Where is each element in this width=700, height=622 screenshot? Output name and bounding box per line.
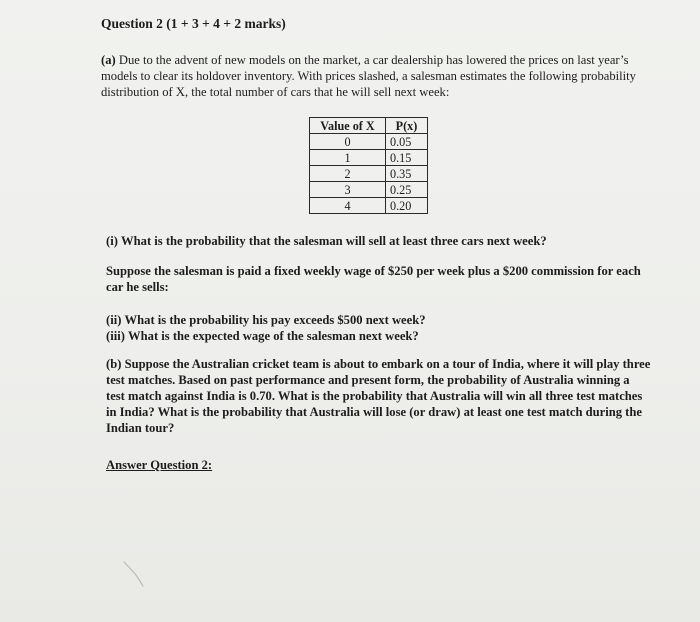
wage-info-statement: Suppose the salesman is paid a fixed weekly wage of $250 per week plus a $200 commission for each car he sells:	[106, 264, 641, 294]
probability-cell: 0.15	[386, 150, 428, 166]
x-value-cell: 4	[310, 198, 386, 214]
column-header-value-of-x: Value of X	[310, 118, 386, 134]
probability-cell: 0.35	[386, 166, 428, 182]
x-value-cell: 3	[310, 182, 386, 198]
x-value-cell: 2	[310, 166, 386, 182]
part-a-label: (a)	[101, 53, 116, 67]
probability-cell: 0.25	[386, 182, 428, 198]
x-value-cell: 0	[310, 134, 386, 150]
part-a-text: Due to the advent of new models on the market, a car dealership has lowered the prices on last year’s models to clear its holdover inventory. With prices slashed, a salesman estimates the following probability distribution of X, the total number of cars that he will sell next week:	[101, 53, 636, 99]
x-value-cell: 1	[310, 150, 386, 166]
answer-heading: Answer Question 2:	[106, 458, 213, 472]
question-i-text: What is the probability that the salesman will sell at least three cars next week?	[121, 234, 547, 248]
question-i-label: (i)	[106, 234, 118, 248]
question-ii-text: What is the probability his pay exceeds $500 next week?	[124, 313, 426, 327]
question-heading: Question 2 (1 + 3 + 4 + 2 marks)	[101, 16, 286, 31]
question-iii-text: What is the expected wage of the salesman next week?	[128, 329, 419, 343]
probability-cell: 0.20	[386, 198, 428, 214]
column-header-p-x: P(x)	[386, 118, 428, 134]
question-ii-label: (ii)	[106, 313, 122, 327]
question-iii-label: (iii)	[106, 329, 125, 343]
probability-cell: 0.05	[386, 134, 428, 150]
part-b-text: Suppose the Australian cricket team is about to embark on a tour of India, where it will play three test matches. Based on past performance and present form, the probability of Australia winning a test match against India is 0.70. What is the probability that Australia will win all three test matches in India? What is the probability that Australia will lose (or draw) at least one test match during the Indian tour?	[106, 357, 651, 435]
part-b-label: (b)	[106, 357, 122, 371]
